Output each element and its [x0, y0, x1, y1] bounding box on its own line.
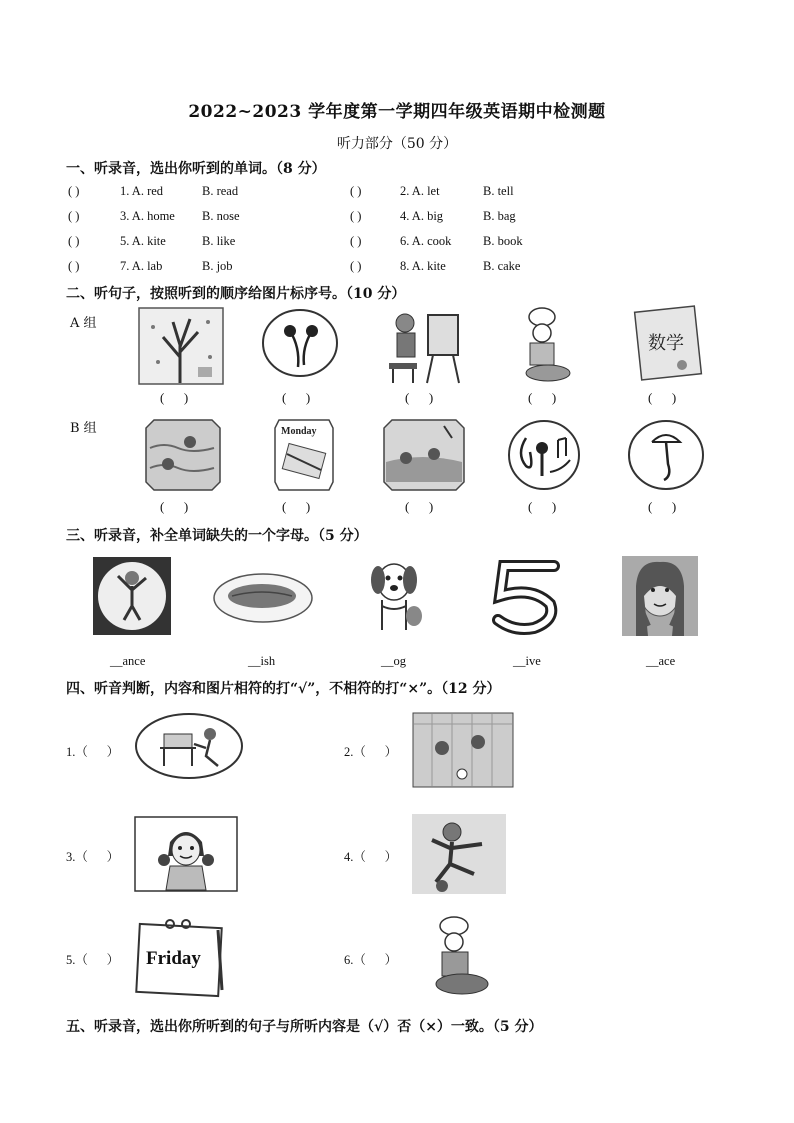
monday-label: Monday — [281, 426, 317, 437]
answer-paren[interactable]: ( ) — [648, 499, 677, 514]
option-b: B. nose — [202, 209, 240, 223]
answer-paren[interactable]: ( ) — [282, 499, 311, 514]
section5-heading: 五、听录音，选出你所听到的句子与所听内容是（√）否（×）一致。（5 分） — [66, 1019, 543, 1035]
section3-heading: 三、听录音，补全单词缺失的一个字母。（5 分） — [66, 528, 368, 544]
section4-heading: 四、听音判断，内容和图片相符的打“√”，不相符的打“×”。（12 分） — [66, 681, 501, 697]
judge-label[interactable]: 3.（ ） — [66, 850, 120, 864]
book-title: 数学 — [648, 333, 684, 353]
option-b: B. job — [202, 259, 233, 273]
answer-paren[interactable]: ( ) — [160, 499, 189, 514]
answer-paren[interactable]: ( ) — [160, 390, 189, 405]
dance-picture — [92, 556, 172, 636]
option-b: B. tell — [483, 184, 514, 198]
answer-paren[interactable]: ( ) — [350, 209, 362, 223]
friday-calendar-picture — [134, 916, 226, 998]
girl-picture — [134, 816, 238, 892]
blank-word[interactable]: __ive — [513, 654, 541, 668]
option-a: 5. A. kite — [120, 234, 166, 248]
answer-paren[interactable]: ( ) — [68, 209, 80, 223]
answer-paren[interactable]: ( ) — [282, 390, 311, 405]
friday-label: Friday — [146, 948, 201, 969]
option-a: 8. A. kite — [400, 259, 446, 273]
judge-label[interactable]: 4.（ ） — [344, 850, 398, 864]
judge-label[interactable]: 1.（ ） — [66, 745, 120, 759]
outdoor-play-picture — [382, 418, 466, 492]
blank-word[interactable]: __ish — [248, 654, 276, 668]
option-a: 3. A. home — [120, 209, 175, 223]
drawing-boy-picture — [383, 307, 463, 385]
group-a-label: A 组 — [70, 316, 97, 331]
number-five-picture — [484, 558, 570, 636]
option-a: 1. A. red — [120, 184, 164, 198]
blank-word[interactable]: __ance — [110, 654, 146, 668]
answer-paren[interactable]: ( ) — [350, 259, 362, 273]
monday-calendar-picture — [273, 418, 335, 492]
section2-heading: 二、听句子，按照听到的顺序给图片标序号。（10 分） — [66, 286, 406, 302]
page-title: 2022~2023 学年度第一学期四年级英语期中检测题 — [188, 102, 606, 122]
kicking-boy-picture — [412, 814, 506, 894]
music-note-picture — [626, 418, 706, 492]
option-a: 2. A. let — [400, 184, 440, 198]
cook-picture — [508, 307, 578, 385]
answer-paren[interactable]: ( ) — [68, 259, 80, 273]
answer-paren[interactable]: ( ) — [405, 499, 434, 514]
blank-word[interactable]: __ace — [646, 654, 676, 668]
option-a: 4. A. big — [400, 209, 444, 223]
option-b: B. read — [202, 184, 239, 198]
option-b: B. like — [202, 234, 236, 248]
option-b: B. bag — [483, 209, 516, 223]
option-a: 7. A. lab — [120, 259, 163, 273]
group-b-label: B 组 — [70, 421, 97, 436]
page-subtitle: 听力部分（50 分） — [336, 136, 458, 152]
option-a: 6. A. cook — [400, 234, 452, 248]
answer-paren[interactable]: ( ) — [68, 234, 80, 248]
option-b: B. book — [483, 234, 523, 248]
answer-paren[interactable]: ( ) — [528, 499, 557, 514]
reading-desk-picture — [134, 712, 244, 780]
option-b: B. cake — [483, 259, 521, 273]
answer-paren[interactable]: ( ) — [350, 234, 362, 248]
judge-label[interactable]: 6.（ ） — [344, 953, 398, 967]
swimming-picture — [144, 418, 222, 492]
fish-dish-picture — [212, 568, 314, 626]
judge-label[interactable]: 2.（ ） — [344, 745, 398, 759]
judge-label[interactable]: 5.（ ） — [66, 953, 120, 967]
section1-heading: 一、听录音，选出你听到的单词。（8 分） — [66, 161, 326, 177]
answer-paren[interactable]: ( ) — [350, 184, 362, 198]
answer-paren[interactable]: ( ) — [405, 390, 434, 405]
answer-paren[interactable]: ( ) — [528, 390, 557, 405]
face-picture — [622, 556, 698, 636]
answer-paren[interactable]: ( ) — [648, 390, 677, 405]
soccer-picture — [412, 712, 514, 788]
blank-word[interactable]: __og — [381, 654, 406, 668]
music-notes-picture — [260, 307, 340, 379]
winter-tree-picture — [138, 307, 224, 385]
music-clef-picture — [506, 418, 582, 492]
answer-paren[interactable]: ( ) — [68, 184, 80, 198]
math-book-picture — [632, 305, 704, 381]
dog-picture — [360, 556, 430, 636]
cook-picture-2 — [418, 916, 498, 998]
